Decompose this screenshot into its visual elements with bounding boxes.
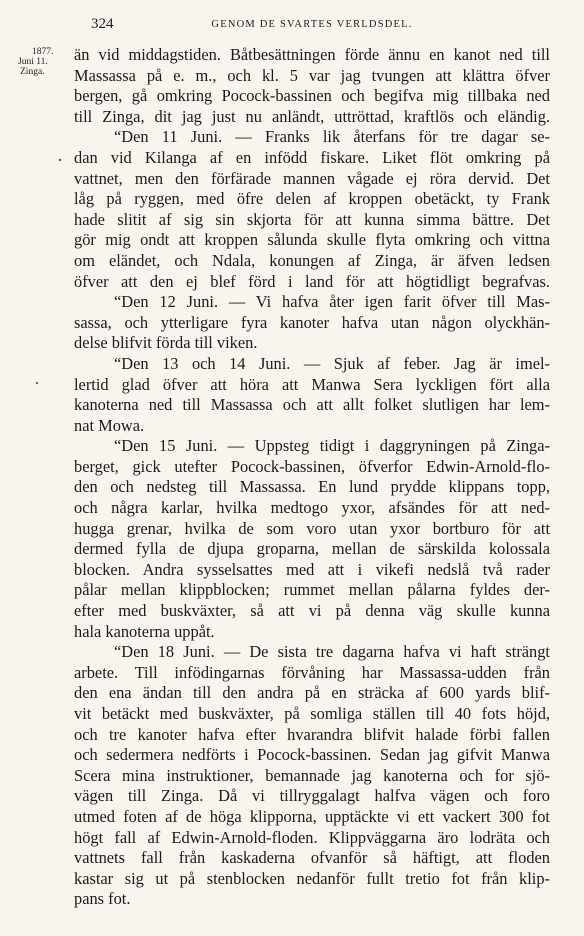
text-line: arbete. Till infödingarnas förvåning har Massassa-udden från: [74, 662, 550, 682]
text-line: och sedermera nedförts i Pocock-bassinen. Sedan jag gifvit Manwa: [74, 745, 550, 765]
speck: [36, 382, 38, 384]
text-line: bergen, gå omkring Pocock-bassinen och begifva mig tillbaka ned: [74, 86, 550, 106]
text-line: “Den 13 och 14 Juni. — Sjuk af feber. Jag är imel-: [114, 353, 550, 373]
text-line: Scera mina instruktioner, bemannade jag kanoterna och for sjö-: [74, 765, 550, 785]
text-line: nat Mowa.: [74, 415, 145, 435]
text-line: dermed fylla de djupa groparna, mellan de särskilda kolossala: [74, 539, 550, 559]
text-line: pålar mellan klippblocken; rummet mellan pålarna fyldes der-: [74, 580, 550, 600]
text-line: kastar sig ut på stenblocken nedanför fullt tretio fot från klip-: [74, 868, 550, 888]
text-line: berget, gick utefter Pocock-bassinen, öfverfor Edwin-Arnold-flo-: [74, 456, 550, 476]
body-text: [74, 45, 550, 910]
text-line: vit betäckt med buskväxter, på somliga ställen till 40 fots höjd,: [74, 704, 550, 723]
text-line: till Zinga, dit jag just nu anländt, uttröttad, kraftlös och eländig.: [74, 106, 550, 126]
text-line: och tre kanoter hafva efter hvarandra blifvit halade förbi fallen: [74, 724, 550, 744]
running-head: GENOM DE SVARTES VERLDSDEL.: [211, 19, 413, 30]
text-line: vattnets fall från kaskaderna ofvanför så häftigt, att floden: [74, 848, 550, 868]
text-line: delse blifvit förda till viken.: [74, 333, 258, 353]
text-line: öfver att den ej blef förd i land för att högtidligt begrafvas.: [74, 271, 550, 291]
margin-note-year: 1877.: [32, 47, 54, 57]
text-line: blocken. Andra sysselsattes med att i vikefi nedslå två rader: [74, 559, 550, 579]
text-line: “Den 15 Juni. — Uppsteg tidigt i daggryningen på Zinga-: [114, 436, 550, 456]
speck: [59, 159, 61, 161]
text-line: “Den 11 Juni. — Franks lik återfans för tre dagar se-: [114, 127, 550, 147]
text-line: utmed foten af de höga klipporna, upptäckte vi ett vackert 300 fot: [74, 806, 550, 826]
margin-note-place: Zinga.: [20, 67, 45, 77]
text-line: högt fall af Edwin-Arnold-floden. Klippväggarna äro lodräta och: [74, 827, 550, 847]
text-line: hugga grenar, hvilka de som voro utan yxor bortburo för att: [74, 518, 550, 538]
text-line: än vid middagstiden. Båtbesättningen förde ännu en kanot ned till: [74, 45, 550, 64]
text-line: dan vid Kilanga af en infödd fiskare. Liket flöt omkring på: [74, 147, 550, 167]
text-line: den och nedsteg till Massassa. En lund prydde klippans topp,: [74, 477, 550, 497]
text-line: “Den 12 Juni. — Vi hafva åter igen farit öfver till Mas-: [114, 292, 550, 312]
text-line: sassa, och ytterligare fyra kanoter hafva utan någon olyckhän-: [74, 312, 550, 332]
text-line: “Den 18 Juni. — De sista tre dagarna hafva vi haft strängt: [114, 642, 550, 662]
text-line: lertid glad öfver att höra att Manwa Sera lyckligen fört alla: [74, 374, 550, 394]
text-line: kanoterna ned till Massassa och att allt folket slutligen har lem-: [74, 395, 550, 415]
page-number: 324: [91, 16, 114, 32]
text-line: låg på ryggen, med öfre delen af kroppen obetäckt, ty Frank: [74, 189, 550, 209]
text-line: efter med buskväxter, så att vi på denna väg skulle kunna: [74, 601, 550, 621]
text-line: gör mig ondt att kroppen sålunda skulle flyta omkring och vittna: [74, 230, 550, 250]
text-line: hala kanoterna uppåt.: [74, 621, 215, 641]
text-line: den ena ändan till den andra på en sträcka af 600 yards blif-: [74, 683, 550, 703]
text-line: vattnet, men den förfärade mannen vågade ej röra dervid. Det: [74, 168, 550, 188]
text-line: vägen till Zinga. Då vi tillryggalagt halfva vägen och foro: [74, 786, 550, 806]
margin-note-date: Juni 11.: [18, 57, 48, 67]
text-line: och några karlar, hvilka medtogo yxor, afsändes för att ned-: [74, 498, 550, 518]
text-line: pans fot.: [74, 889, 131, 909]
text-line: Massassa på e. m., och kl. 5 var jag tvungen att klättra öfver: [74, 65, 550, 85]
margin-note: [18, 47, 70, 77]
text-line: om eländet, och Ndala, konungen af Zinga, är äfven ledsen: [74, 250, 550, 270]
text-line: hade slitit af sig sin skjorta för att kunna simma bättre. Det: [74, 209, 550, 229]
